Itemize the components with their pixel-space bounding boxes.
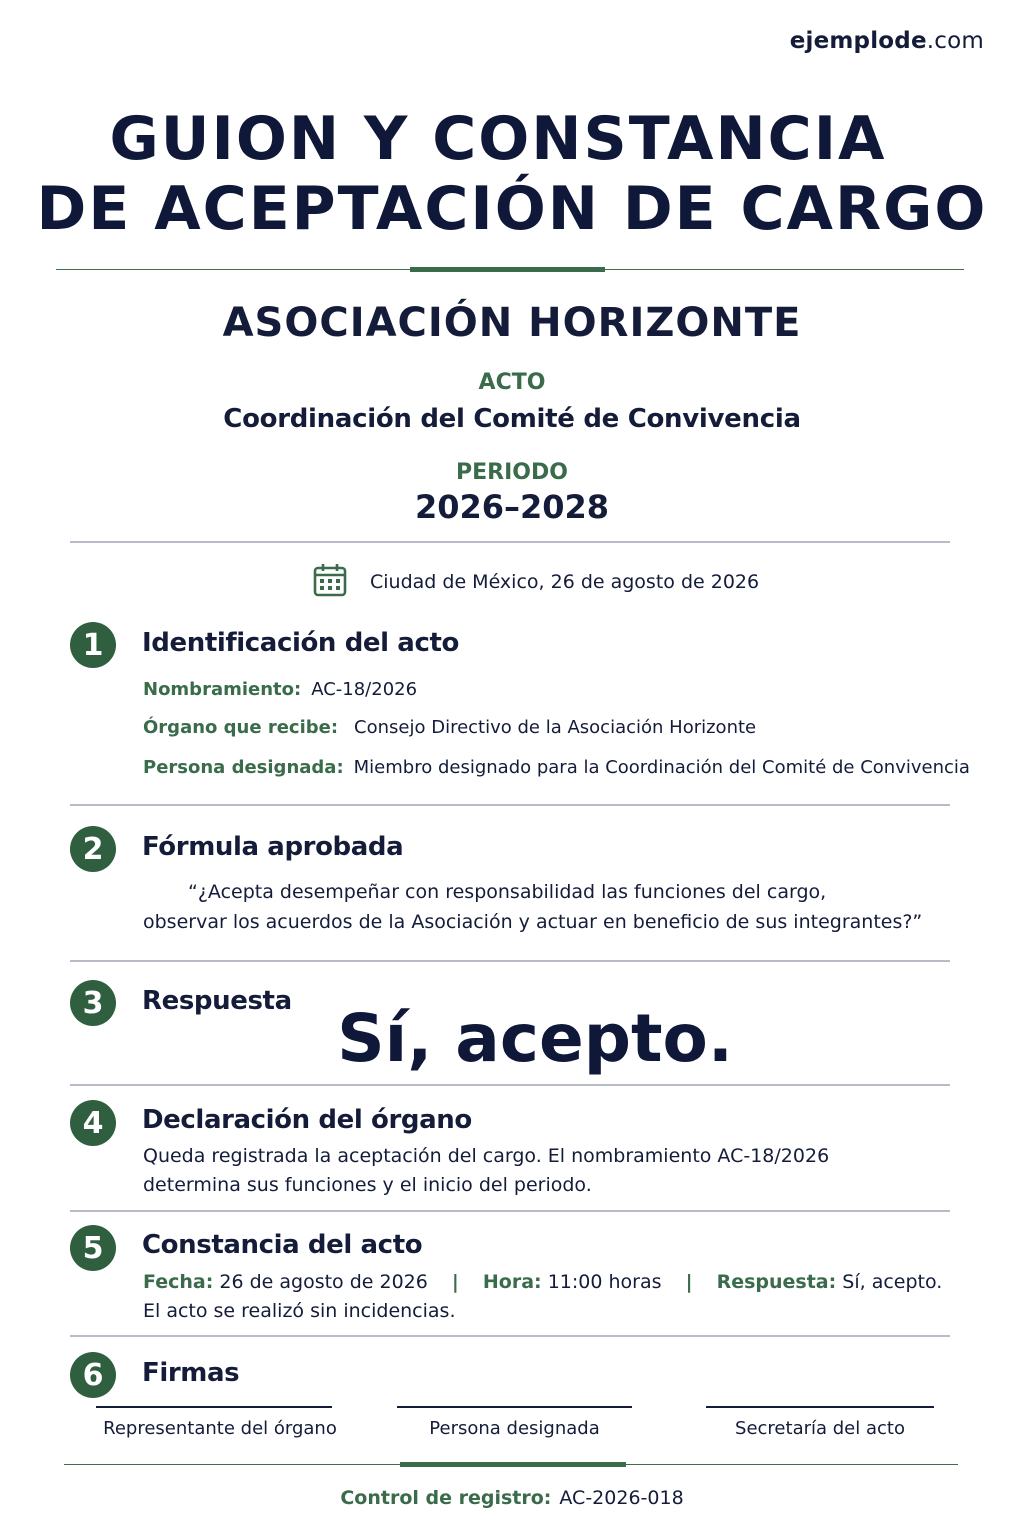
declaration-line-1: Queda registrada la aceptación del cargo. El nombramiento AC-18/2026 xyxy=(143,1145,830,1167)
footer-divider-accent xyxy=(400,1462,626,1467)
section-title-formula: Fórmula aprobada xyxy=(142,832,404,862)
header-divider-accent xyxy=(410,267,605,272)
divider xyxy=(70,541,950,543)
formula-line-2: observar los acuerdos de la Asociación y actuar en beneficio de sus integrantes?” xyxy=(143,911,923,933)
section-number-5: 5 xyxy=(70,1225,116,1271)
period-value: 2026–2028 xyxy=(414,488,610,526)
section-number-3: 3 xyxy=(70,980,116,1026)
act-label: ACTO xyxy=(478,370,546,395)
period-label: PERIODO xyxy=(456,460,568,485)
signature-line-representante xyxy=(96,1406,332,1408)
signature-label-representante: Representante del órgano xyxy=(103,1418,337,1439)
signature-label-secretaria: Secretaría del acto xyxy=(735,1418,905,1439)
declaration-line-2: determina sus funciones y el inicio del periodo. xyxy=(143,1174,592,1196)
divider xyxy=(70,1084,950,1086)
section-title-firmas: Firmas xyxy=(142,1358,240,1388)
section-number-2: 2 xyxy=(70,826,116,872)
date-line xyxy=(312,562,759,602)
registry-control: Control de registro: AC-2026-018 xyxy=(340,1487,684,1509)
section-title-respuesta: Respuesta xyxy=(142,986,292,1016)
signature-line-persona xyxy=(397,1406,632,1408)
field-nombramiento: Nombramiento: AC-18/2026 xyxy=(143,679,418,700)
constancia-note: El acto se realizó sin incidencias. xyxy=(143,1300,456,1322)
signature-label-persona: Persona designada xyxy=(429,1418,600,1439)
date-text: Ciudad de México, 26 de agosto de 2026 xyxy=(370,571,760,593)
site-brand: ejemplode.com xyxy=(789,28,984,54)
field-organo: Órgano que recibe: Consejo Directivo de la Asociación Horizonte xyxy=(143,717,757,738)
signature-line-secretaria xyxy=(706,1406,934,1408)
divider xyxy=(70,804,950,806)
calendar-icon xyxy=(312,562,348,602)
formula-line-1: “¿Acepta desempeñar con responsabilidad las funciones del cargo, xyxy=(188,881,827,903)
section-title-constancia: Constancia del acto xyxy=(142,1230,423,1260)
act-value: Coordinación del Comité de Convivencia xyxy=(223,404,801,434)
divider xyxy=(70,1210,950,1212)
constancia-details: Fecha: 26 de agosto de 2026 | Hora: 11:00 horas | Respuesta: Sí, acepto. xyxy=(143,1271,943,1293)
section-title-declaracion: Declaración del órgano xyxy=(142,1105,472,1135)
section-number-1: 1 xyxy=(70,622,116,668)
document-title xyxy=(0,104,1024,244)
field-persona: Persona designada: Miembro designado para la Coordinación del Comité de Convivencia xyxy=(143,757,970,778)
title-line-1: GUION Y CONSTANCIA xyxy=(109,104,887,174)
section-title-identificacion: Identificación del acto xyxy=(142,628,459,658)
organization-name: ASOCIACIÓN HORIZONTE xyxy=(222,300,802,346)
section-number-4: 4 xyxy=(70,1100,116,1146)
divider xyxy=(70,960,950,962)
answer-text: Sí, acepto. xyxy=(337,1000,733,1077)
title-line-2: DE ACEPTACIÓN DE CARGO xyxy=(36,174,988,244)
section-number-6: 6 xyxy=(70,1352,116,1398)
divider xyxy=(70,1335,950,1337)
